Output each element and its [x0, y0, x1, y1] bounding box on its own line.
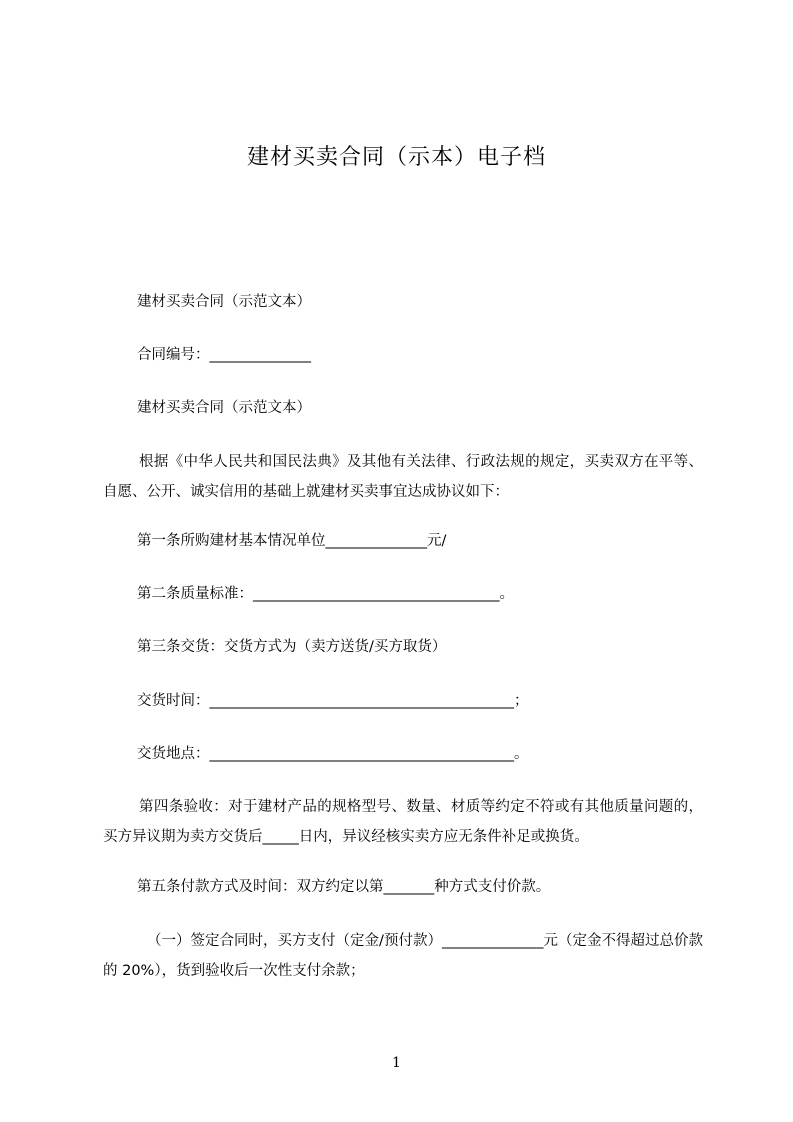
subtitle-line: 建材买卖合同（示范文本） [137, 294, 311, 310]
article-3-line: 第三条交货：交货方式为（卖方送货/买方取货） [137, 639, 447, 655]
page-number: 1 [392, 1055, 401, 1071]
article-4-paragraph: 第四条验收：对于建材产品的规格型号、数量、材质等约定不符或有其他质量问题的，买方异议期为卖方交货后_____日内，异议经核实卖方应无条件补足或换货。 [103, 799, 703, 845]
delivery-place-line: 交货地点：__________________________________________。 [137, 746, 529, 762]
article-1-line: 第一条所购建材基本情况单位______________元/ [137, 533, 447, 549]
document-title: 建材买卖合同（示本）电子档 [246, 145, 546, 170]
article-5-line: 第五条付款方式及时间：双方约定以第_______种方式支付价款。 [137, 879, 551, 895]
payment-option-1-paragraph: （一）签定合同时，买方支付（定金/预付款）______________元（定金不得超过总价款的 20%），货到验收后一次性支付余款； [103, 933, 703, 979]
subtitle-repeat-line: 建材买卖合同（示范文本） [137, 400, 311, 416]
article-2-line: 第二条质量标准：__________________________________。 [137, 586, 514, 602]
delivery-time-line: 交货时间：__________________________________________； [137, 693, 529, 709]
preamble-paragraph: 根据《中华人民共和国民法典》及其他有关法律、行政法规的规定，买卖双方在平等、自愿、公开、诚实信用的基础上就建材买卖事宜达成协议如下： [103, 454, 703, 500]
contract-number-line: 合同编号：______________ [137, 347, 311, 363]
